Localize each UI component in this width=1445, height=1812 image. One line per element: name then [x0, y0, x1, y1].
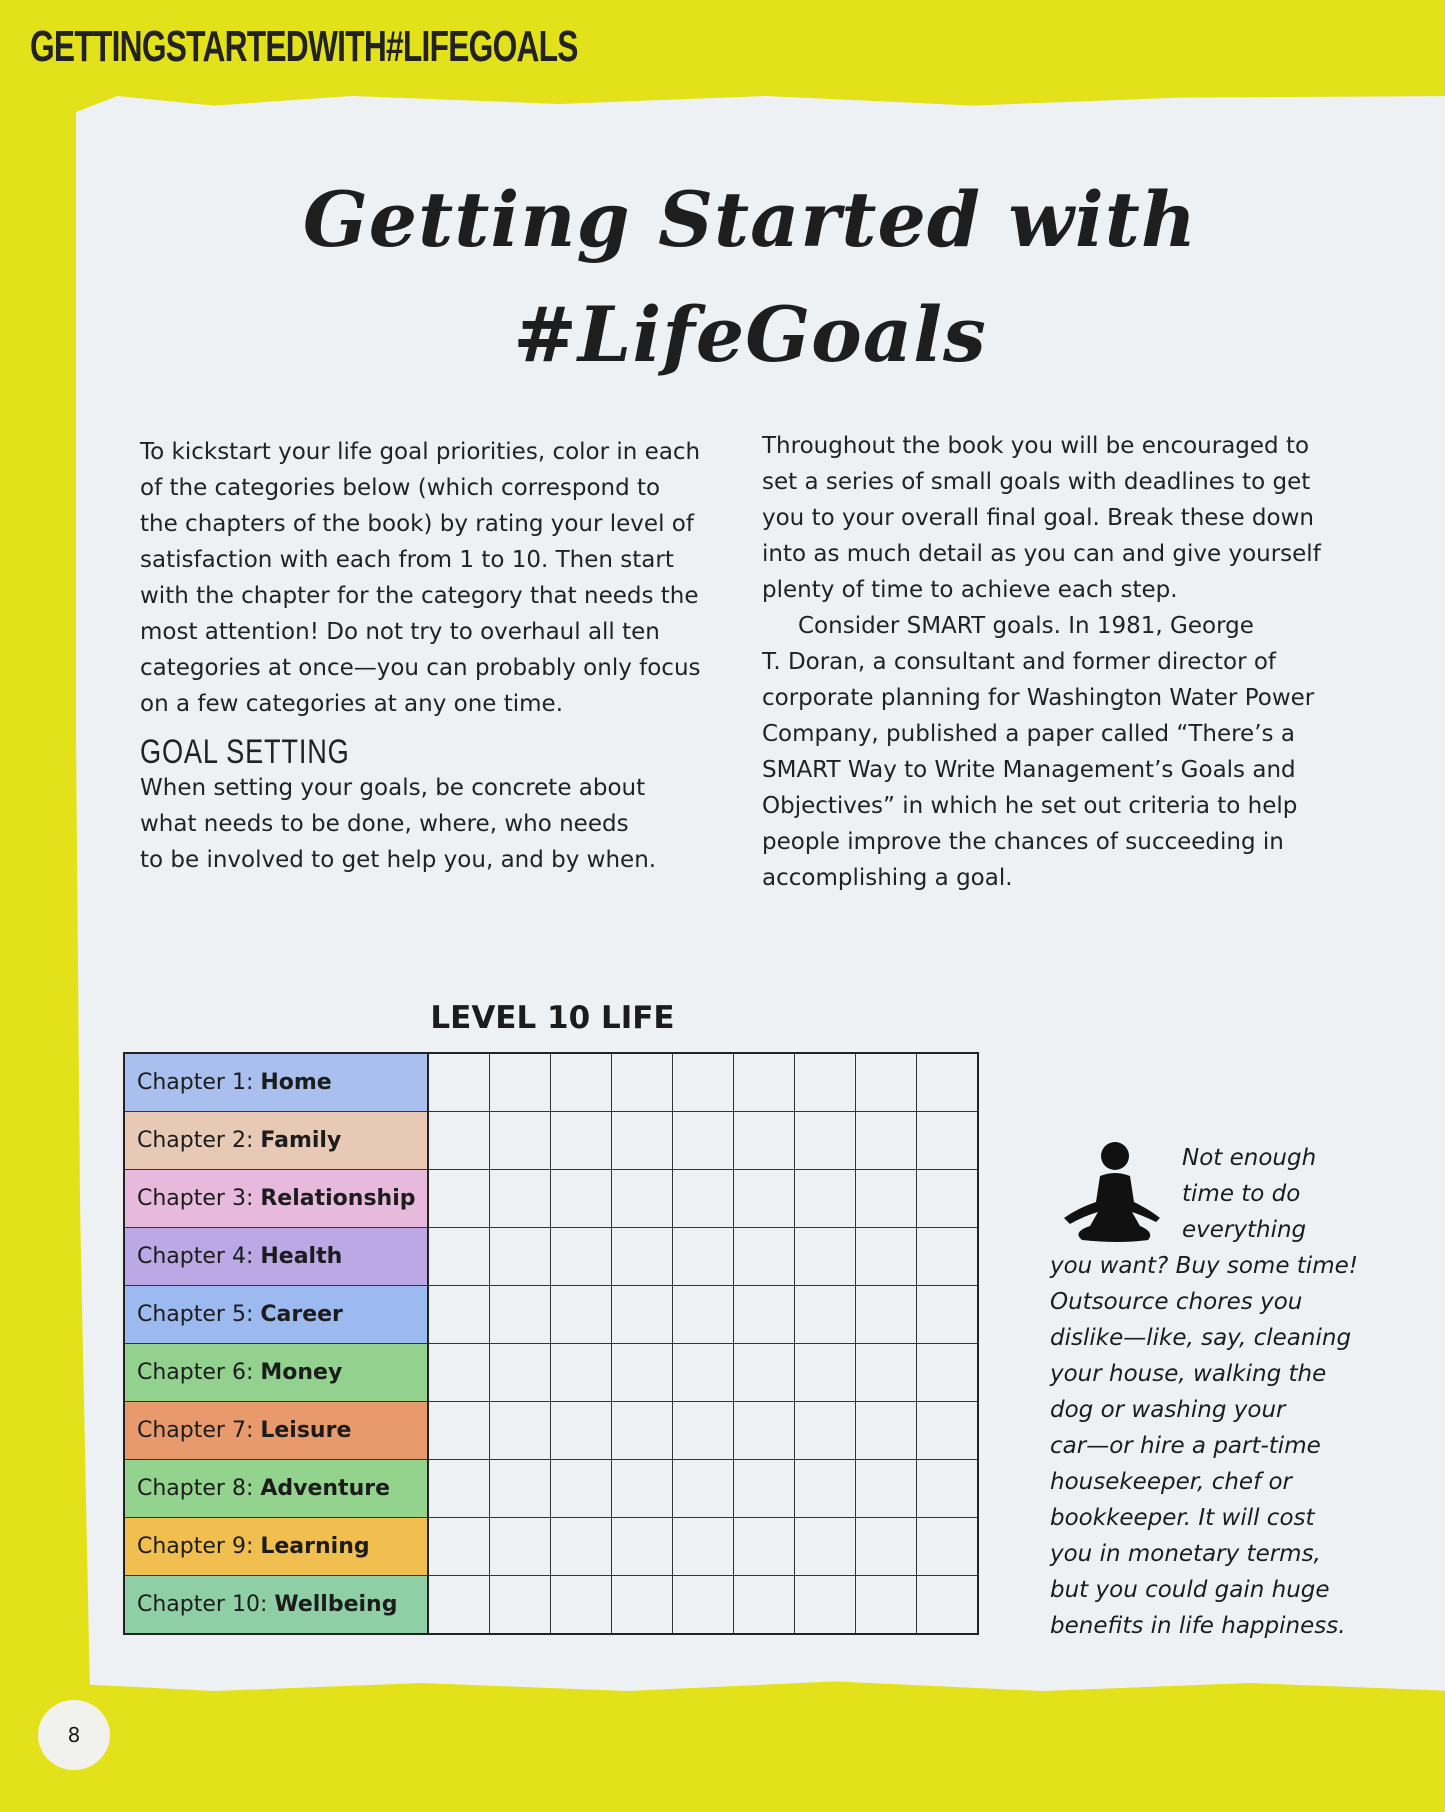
rating-cell[interactable] — [551, 1170, 612, 1228]
rating-cell[interactable] — [795, 1518, 856, 1576]
text-line: Not enough — [1182, 1145, 1317, 1171]
rating-cell[interactable] — [673, 1518, 734, 1576]
text-line: you in monetary terms, — [1050, 1541, 1321, 1567]
rating-cell[interactable] — [612, 1402, 673, 1460]
rating-cell[interactable] — [490, 1228, 551, 1286]
chapter-prefix: Chapter 4: — [137, 1244, 254, 1269]
chapter-prefix: Chapter 3: — [137, 1186, 254, 1211]
rating-cell[interactable] — [490, 1518, 551, 1576]
text-line: you to your overall final goal. Break these down — [762, 505, 1314, 531]
rating-cell[interactable] — [673, 1170, 734, 1228]
chapter-prefix: Chapter 7: — [137, 1418, 254, 1443]
text-line: plenty of time to achieve each step. — [762, 577, 1178, 603]
rating-cell[interactable] — [551, 1344, 612, 1402]
text-line: corporate planning for Washington Water Power — [762, 685, 1315, 711]
rating-cell[interactable] — [734, 1402, 795, 1460]
rating-cell[interactable] — [734, 1170, 795, 1228]
chapter-name: Learning — [260, 1534, 370, 1559]
rating-cell[interactable] — [551, 1112, 612, 1170]
text-line: categories at once—you can probably only focus — [140, 655, 701, 681]
chapter-name: Wellbeing — [274, 1592, 398, 1617]
chapter-label — [124, 1344, 428, 1402]
text-line: accomplishing a goal. — [762, 865, 1013, 891]
rating-cell[interactable] — [673, 1053, 734, 1112]
rating-cell[interactable] — [917, 1402, 979, 1460]
chapter-prefix: Chapter 5: — [137, 1302, 254, 1327]
rating-cell[interactable] — [551, 1460, 612, 1518]
rating-cell[interactable] — [734, 1053, 795, 1112]
intro-paragraph — [140, 434, 701, 722]
chapter-label — [124, 1518, 428, 1576]
chapter-label — [124, 1228, 428, 1286]
text-line: Throughout the book you will be encouraged to — [762, 433, 1310, 459]
text-line: dislike—like, say, cleaning — [1050, 1325, 1352, 1351]
rating-cell[interactable] — [428, 1576, 490, 1635]
rating-cell[interactable] — [795, 1170, 856, 1228]
rating-cell[interactable] — [856, 1460, 917, 1518]
chapter-label — [124, 1112, 428, 1170]
rating-cell[interactable] — [612, 1518, 673, 1576]
rating-cell[interactable] — [734, 1518, 795, 1576]
rating-cell[interactable] — [428, 1228, 490, 1286]
rating-cell[interactable] — [490, 1576, 551, 1635]
rating-cell[interactable] — [612, 1344, 673, 1402]
text-line: with the chapter for the category that needs the — [140, 583, 699, 609]
text-line: you want? Buy some time! — [1050, 1253, 1358, 1279]
chapter-row — [124, 1286, 978, 1344]
rating-cell[interactable] — [490, 1053, 551, 1112]
chapter-row — [124, 1170, 978, 1228]
chapter-row — [124, 1518, 978, 1576]
rating-cell[interactable] — [428, 1518, 490, 1576]
text-line: most attention! Do not try to overhaul all ten — [140, 619, 660, 645]
rating-cell[interactable] — [734, 1228, 795, 1286]
rating-cell[interactable] — [612, 1576, 673, 1635]
chapter-row — [124, 1576, 978, 1635]
rating-cell[interactable] — [490, 1344, 551, 1402]
rating-cell[interactable] — [673, 1286, 734, 1344]
level-10-title: LEVEL 10 LIFE — [430, 1000, 675, 1036]
rating-cell[interactable] — [917, 1228, 979, 1286]
rating-cell[interactable] — [795, 1344, 856, 1402]
rating-cell[interactable] — [612, 1460, 673, 1518]
chapter-row — [124, 1112, 978, 1170]
rating-cell[interactable] — [612, 1053, 673, 1112]
text-line: housekeeper, chef or — [1050, 1469, 1293, 1495]
chapter-name: Family — [260, 1128, 342, 1153]
rating-cell[interactable] — [856, 1286, 917, 1344]
text-line: Outsource chores you — [1050, 1289, 1303, 1315]
rating-cell[interactable] — [795, 1286, 856, 1344]
rating-cell[interactable] — [551, 1053, 612, 1112]
chapter-name: Leisure — [260, 1418, 352, 1443]
rating-cell[interactable] — [490, 1460, 551, 1518]
rating-cell[interactable] — [795, 1402, 856, 1460]
chapter-label — [124, 1402, 428, 1460]
rating-cell[interactable] — [551, 1576, 612, 1635]
rating-cell[interactable] — [917, 1518, 979, 1576]
chapter-name: Relationship — [260, 1186, 416, 1211]
rating-cell[interactable] — [428, 1344, 490, 1402]
running-header: GETTINGSTARTEDWITH#LIFEGOALS — [30, 22, 578, 71]
rating-cell[interactable] — [795, 1228, 856, 1286]
rating-cell[interactable] — [490, 1170, 551, 1228]
chapter-name: Money — [260, 1360, 343, 1385]
rating-cell[interactable] — [734, 1286, 795, 1344]
chapter-prefix: Chapter 6: — [137, 1360, 254, 1385]
rating-cell[interactable] — [673, 1228, 734, 1286]
text-line: car—or hire a part-time — [1050, 1433, 1321, 1459]
goal-setting-paragraph — [140, 770, 701, 878]
rating-cell[interactable] — [917, 1112, 979, 1170]
chapter-name: Career — [260, 1302, 343, 1327]
chapter-row — [124, 1228, 978, 1286]
text-line: To kickstart your life goal priorities, color in each — [140, 439, 701, 465]
rating-cell[interactable] — [856, 1344, 917, 1402]
page-title-line-1: Getting Started with — [302, 175, 1198, 264]
text-line: what needs to be done, where, who needs — [140, 811, 629, 837]
rating-cell[interactable] — [917, 1053, 979, 1112]
goal-setting-heading: GOAL SETTING — [140, 733, 350, 771]
text-line: the chapters of the book) by rating your level of — [140, 511, 694, 537]
text-line: Objectives” in which he set out criteria to help — [762, 793, 1298, 819]
chapter-label — [124, 1460, 428, 1518]
chapter-label — [124, 1576, 428, 1635]
smart-goals-paragraph — [762, 608, 1321, 896]
rating-cell[interactable] — [612, 1286, 673, 1344]
rating-cell[interactable] — [428, 1170, 490, 1228]
chapter-prefix: Chapter 9: — [137, 1534, 254, 1559]
rating-cell[interactable] — [734, 1112, 795, 1170]
rating-cell[interactable] — [795, 1460, 856, 1518]
text-line: Company, published a paper called “There’s a — [762, 721, 1295, 747]
rating-cell[interactable] — [551, 1518, 612, 1576]
rating-cell[interactable] — [795, 1053, 856, 1112]
level-10-grid — [123, 1052, 979, 1635]
chapter-prefix: Chapter 10: — [137, 1592, 268, 1617]
text-line: your house, walking the — [1050, 1361, 1327, 1387]
rating-cell[interactable] — [551, 1228, 612, 1286]
text-line: time to do — [1182, 1181, 1301, 1207]
rating-cell[interactable] — [612, 1112, 673, 1170]
rating-cell[interactable] — [673, 1344, 734, 1402]
rating-cell[interactable] — [856, 1576, 917, 1635]
chapter-label — [124, 1170, 428, 1228]
text-line: dog or washing your — [1050, 1397, 1286, 1423]
text-line: people improve the chances of succeeding in — [762, 829, 1284, 855]
rating-cell[interactable] — [734, 1576, 795, 1635]
text-line: benefits in life happiness. — [1050, 1613, 1346, 1639]
chapter-name: Home — [260, 1070, 332, 1095]
text-line: to be involved to get help you, and by when. — [140, 847, 657, 873]
chapter-row — [124, 1053, 978, 1112]
chapter-row — [124, 1344, 978, 1402]
text-line: on a few categories at any one time. — [140, 691, 564, 717]
page-title-line-2: #LifeGoals — [513, 290, 987, 379]
rating-cell[interactable] — [856, 1228, 917, 1286]
rating-cell[interactable] — [428, 1402, 490, 1460]
text-line: When setting your goals, be concrete about — [140, 775, 646, 801]
rating-cell[interactable] — [856, 1518, 917, 1576]
text-line: set a series of small goals with deadlines to get — [762, 469, 1311, 495]
rating-cell[interactable] — [428, 1112, 490, 1170]
rating-cell[interactable] — [917, 1344, 979, 1402]
chapter-label — [124, 1286, 428, 1344]
rating-cell[interactable] — [673, 1576, 734, 1635]
rating-cell[interactable] — [734, 1344, 795, 1402]
rating-cell[interactable] — [917, 1286, 979, 1344]
rating-cell[interactable] — [673, 1460, 734, 1518]
chapter-name: Adventure — [260, 1476, 391, 1501]
rating-cell[interactable] — [551, 1286, 612, 1344]
chapter-prefix: Chapter 2: — [137, 1128, 254, 1153]
rating-cell[interactable] — [673, 1402, 734, 1460]
sidebar-tip — [1050, 1140, 1380, 1644]
chapter-name: Health — [260, 1244, 343, 1269]
rating-cell[interactable] — [795, 1576, 856, 1635]
text-line: everything — [1182, 1217, 1307, 1243]
rating-cell[interactable] — [856, 1170, 917, 1228]
chapter-prefix: Chapter 1: — [137, 1070, 254, 1095]
page-number: 8 — [38, 1700, 110, 1770]
text-line: of the categories below (which correspond to — [140, 475, 661, 501]
text-line: satisfaction with each from 1 to 10. Then start — [140, 547, 674, 573]
rating-cell[interactable] — [917, 1576, 979, 1635]
rating-cell[interactable] — [673, 1112, 734, 1170]
chapter-row — [124, 1460, 978, 1518]
rating-cell[interactable] — [428, 1053, 490, 1112]
text-line: T. Doran, a consultant and former director of — [762, 649, 1277, 675]
right-column — [762, 428, 1321, 896]
rating-cell[interactable] — [917, 1460, 979, 1518]
chapter-label — [124, 1053, 428, 1112]
rating-cell[interactable] — [428, 1286, 490, 1344]
rating-cell[interactable] — [856, 1053, 917, 1112]
text-line: into as much detail as you can and give yourself — [762, 541, 1321, 567]
book-intro-paragraph — [762, 428, 1321, 608]
text-line: Consider SMART goals. In 1981, George — [798, 613, 1254, 639]
left-column — [140, 434, 701, 878]
chapter-row — [124, 1402, 978, 1460]
chapter-prefix: Chapter 8: — [137, 1476, 254, 1501]
rating-cell[interactable] — [428, 1460, 490, 1518]
text-line: SMART Way to Write Management’s Goals and — [762, 757, 1296, 783]
rating-cell[interactable] — [490, 1402, 551, 1460]
text-line: but you could gain huge — [1050, 1577, 1330, 1603]
rating-cell[interactable] — [490, 1286, 551, 1344]
rating-cell[interactable] — [795, 1112, 856, 1170]
rating-cell[interactable] — [612, 1170, 673, 1228]
rating-cell[interactable] — [917, 1170, 979, 1228]
rating-cell[interactable] — [856, 1402, 917, 1460]
rating-cell[interactable] — [612, 1228, 673, 1286]
rating-cell[interactable] — [734, 1460, 795, 1518]
rating-cell[interactable] — [856, 1112, 917, 1170]
text-line: bookkeeper. It will cost — [1050, 1505, 1315, 1531]
rating-cell[interactable] — [490, 1112, 551, 1170]
rating-cell[interactable] — [551, 1402, 612, 1460]
